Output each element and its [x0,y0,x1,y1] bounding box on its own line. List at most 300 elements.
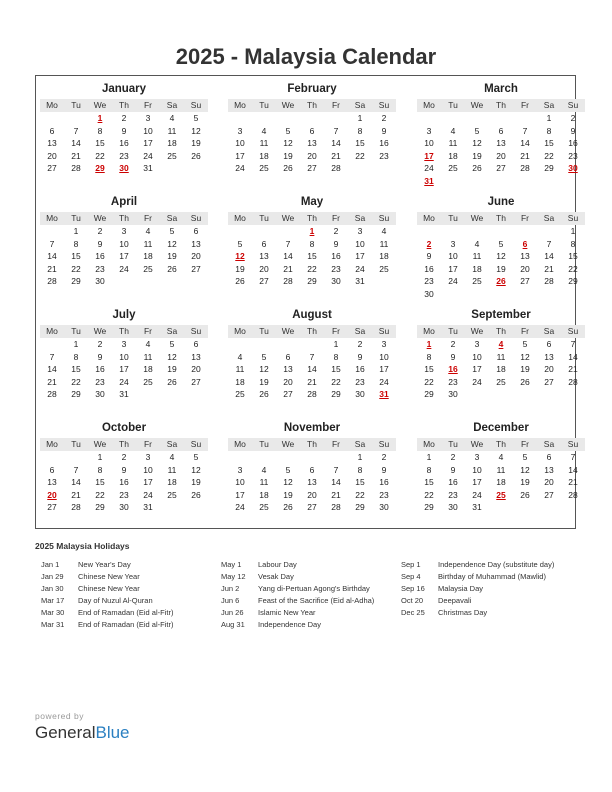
empty-cell [417,112,441,125]
month-december [417,421,585,514]
week-row [40,376,208,389]
empty-cell [228,112,252,125]
day-cell: 13 [307,477,317,487]
day-cell: 1 [97,452,103,462]
weekday-label: Th [307,213,317,223]
week-row [417,501,585,514]
day-cell: 14 [283,251,293,261]
day-cell: 16 [119,138,129,148]
day-cell: 21 [47,376,57,387]
week-row [40,263,208,276]
week-row [228,376,396,389]
day-cell: 3 [237,125,243,136]
day-cell: 26 [259,389,269,399]
month-january [40,82,208,175]
day-cell: 28 [71,163,81,173]
holiday-entry [41,571,221,583]
empty-cell [537,388,561,401]
weekday-label: Sa [354,326,366,336]
day-cell: 15 [307,251,317,261]
day-cell: 21 [331,150,341,161]
day-cell: 21 [47,263,57,274]
week-row [40,125,208,138]
day-cell: 7 [333,125,339,136]
day-cell: 9 [357,351,363,362]
holiday-day-cell: 6 [522,238,528,249]
weekday-label: Sa [166,439,178,449]
week-row [228,275,396,288]
holiday-date: Oct 20 [401,596,424,605]
day-cell: 1 [73,339,79,349]
day-cell: 29 [71,276,81,286]
empty-cell [561,501,585,514]
holiday-entry [221,571,401,583]
day-cell: 14 [47,251,57,261]
day-cell: 10 [472,351,482,362]
weekday-header [228,325,396,338]
day-cell: 16 [568,138,578,148]
empty-cell [136,388,160,401]
day-cell: 5 [474,125,480,136]
day-cell: 6 [546,339,552,349]
day-cell: 7 [522,125,528,136]
week-row [40,501,208,514]
day-cell: 18 [167,138,177,148]
holiday-name: End of Ramadan (Eid al-Fitr) [78,608,174,617]
day-cell: 10 [235,138,245,148]
empty-cell [465,112,489,125]
day-cell: 24 [424,163,434,173]
empty-cell [184,275,208,288]
day-cell: 16 [448,477,458,487]
weekday-header [40,438,208,451]
day-cell: 26 [191,150,201,161]
empty-cell [513,388,537,401]
day-cell: 23 [119,150,129,161]
empty-cell [252,225,276,238]
day-cell: 9 [121,464,127,475]
day-cell: 25 [143,376,153,387]
day-cell: 28 [544,276,554,286]
holiday-date: May 12 [221,572,246,581]
day-cell: 15 [71,364,81,374]
day-cell: 20 [191,251,201,261]
week-row [417,388,585,401]
day-cell: 2 [381,452,387,462]
page-title: 2025 - Malaysia Calendar [175,44,437,69]
holiday-entry [41,595,221,607]
holiday-day-cell: 31 [424,175,434,186]
day-cell: 6 [49,125,55,136]
day-cell: 29 [424,502,434,512]
day-cell: 4 [498,452,504,462]
month-july [40,308,208,401]
empty-cell [160,388,184,401]
weekday-label: Su [567,213,579,223]
day-cell: 3 [145,452,151,462]
day-cell: 20 [496,150,506,161]
day-cell: 3 [450,238,456,249]
day-cell: 12 [167,351,177,362]
weekday-label: Mo [423,100,435,110]
week-row [417,451,585,464]
empty-cell [300,451,324,464]
weekday-label: Su [378,326,390,336]
weekday-label: Th [119,213,129,223]
weekday-header [228,212,396,225]
day-cell: 9 [121,125,127,136]
day-cell: 27 [307,163,317,173]
day-cell: 17 [448,263,458,274]
day-cell: 26 [235,276,245,286]
day-cell: 27 [520,276,530,286]
weekday-label: Fr [331,213,341,223]
weekday-label: We [93,213,107,223]
day-cell: 17 [119,251,129,261]
day-cell: 30 [355,389,365,399]
day-cell: 3 [426,125,432,136]
weekday-label: Th [307,439,317,449]
day-cell: 2 [570,113,576,123]
day-cell: 4 [381,226,387,236]
month-name: August [292,309,332,321]
weekday-label: Mo [423,326,435,336]
day-cell: 8 [73,238,79,249]
holiday-day-cell: 12 [235,251,245,261]
day-cell: 1 [73,226,79,236]
day-cell: 8 [426,351,432,362]
week-row [417,288,585,301]
day-cell: 20 [544,364,554,374]
day-cell: 2 [333,226,339,236]
day-cell: 19 [259,376,269,387]
holiday-date: Jun 2 [221,584,240,593]
empty-cell [40,338,64,351]
weekday-label: Sa [354,439,366,449]
holiday-date: Jan 30 [41,584,64,593]
day-cell: 28 [47,276,57,286]
empty-cell [40,225,64,238]
weekday-header [228,438,396,451]
day-cell: 17 [235,489,245,500]
weekday-label: We [470,100,484,110]
day-cell: 9 [333,238,339,249]
weekday-header [417,212,585,225]
holiday-name: New Year's Day [78,560,131,569]
day-cell: 14 [568,351,578,362]
day-cell: 25 [448,163,458,173]
day-cell: 24 [235,502,245,512]
brand-blue: Blue [95,723,130,742]
day-cell: 20 [544,477,554,487]
week-row [40,238,208,251]
empty-cell [372,162,396,175]
weekday-label: Fr [143,213,153,223]
day-cell: 7 [570,452,576,462]
week-row [228,225,396,238]
week-row [40,275,208,288]
day-cell: 15 [355,138,365,148]
day-cell: 31 [143,502,153,512]
week-row [228,263,396,276]
day-cell: 30 [448,389,458,399]
weekday-label: We [281,439,295,449]
day-cell: 5 [193,452,199,462]
weekday-label: Th [307,326,317,336]
month-name: March [484,83,518,95]
day-cell: 4 [261,125,267,136]
day-cell: 14 [71,477,81,487]
day-cell: 27 [496,163,506,173]
week-row [417,162,585,175]
empty-cell [537,175,561,188]
day-cell: 14 [331,477,341,487]
day-cell: 18 [259,489,269,500]
empty-cell [112,275,136,288]
weekday-label: Su [378,100,390,110]
empty-cell [228,225,252,238]
day-cell: 5 [285,464,291,475]
day-cell: 25 [259,163,269,173]
week-row [417,376,585,389]
day-cell: 21 [71,150,81,161]
day-cell: 23 [448,489,458,500]
day-cell: 8 [73,351,79,362]
brand-logo [35,711,130,743]
day-cell: 22 [355,489,365,500]
empty-cell [441,112,465,125]
day-cell: 28 [331,502,341,512]
day-cell: 16 [379,138,389,148]
weekday-label: Tu [259,439,269,449]
empty-cell [276,451,300,464]
day-cell: 7 [285,238,291,249]
day-cell: 16 [331,251,341,261]
day-cell: 23 [331,263,341,274]
day-cell: 15 [424,477,434,487]
day-cell: 2 [381,113,387,123]
weekday-label: Fr [331,439,341,449]
day-cell: 17 [119,364,129,374]
empty-cell [160,501,184,514]
month-name: July [112,309,136,321]
day-cell: 3 [121,226,127,236]
holiday-day-cell: 4 [498,339,504,349]
day-cell: 22 [71,376,81,387]
weekday-label: Sa [354,213,366,223]
day-cell: 1 [357,452,363,462]
day-cell: 27 [191,376,201,387]
day-cell: 7 [49,238,55,249]
day-cell: 19 [167,364,177,374]
weekday-label: Fr [520,326,530,336]
week-row [40,464,208,477]
holidays-title: 2025 Malaysia Holidays [35,541,130,551]
day-cell: 26 [520,376,530,387]
weekday-header [417,99,585,112]
empty-cell [324,112,348,125]
day-cell: 11 [235,364,245,374]
day-cell: 21 [331,489,341,500]
day-cell: 23 [119,489,129,500]
day-cell: 6 [546,452,552,462]
day-cell: 12 [167,238,177,249]
day-cell: 18 [448,150,458,161]
day-cell: 13 [191,238,201,249]
weekday-label: Mo [46,326,58,336]
weekday-label: Mo [46,100,58,110]
holiday-day-cell: 1 [97,113,103,123]
day-cell: 30 [424,288,434,299]
week-row [417,363,585,376]
day-cell: 19 [235,263,245,274]
week-row [228,464,396,477]
day-cell: 9 [97,351,103,362]
empty-cell [489,501,513,514]
weekday-label: Th [119,326,129,336]
weekday-label: Fr [331,326,341,336]
day-cell: 20 [259,263,269,274]
day-cell: 10 [119,351,129,362]
day-cell: 24 [235,163,245,173]
day-cell: 27 [191,263,201,274]
day-cell: 10 [472,464,482,475]
day-cell: 26 [283,502,293,512]
weekday-label: Su [378,439,390,449]
empty-cell [537,225,561,238]
week-row [417,175,585,188]
weekday-label: Fr [520,100,530,110]
day-cell: 6 [193,226,199,236]
day-cell: 27 [283,389,293,399]
day-cell: 4 [474,238,480,249]
day-cell: 18 [167,477,177,487]
weekday-label: Sa [354,100,366,110]
holiday-date: Jun 6 [221,596,240,605]
day-cell: 8 [97,125,103,136]
holiday-date: Aug 31 [221,620,245,629]
empty-cell [300,112,324,125]
week-row [417,275,585,288]
weekday-label: Su [190,100,202,110]
day-cell: 2 [450,339,456,349]
day-cell: 8 [309,238,315,249]
weekday-label: Th [496,213,506,223]
day-cell: 30 [119,502,129,512]
week-row [417,489,585,502]
week-row [40,137,208,150]
weekday-label: Tu [71,100,81,110]
day-cell: 29 [568,276,578,286]
week-row [417,263,585,276]
day-cell: 25 [167,150,177,161]
day-cell: 17 [472,364,482,374]
empty-cell [441,175,465,188]
weekday-label: Su [378,213,390,223]
day-cell: 27 [307,502,317,512]
day-cell: 31 [472,502,482,512]
day-cell: 21 [520,150,530,161]
day-cell: 4 [261,464,267,475]
day-cell: 15 [95,477,105,487]
day-cell: 18 [472,263,482,274]
day-cell: 7 [333,464,339,475]
day-cell: 10 [119,238,129,249]
weekday-label: We [470,213,484,223]
week-row [228,162,396,175]
day-cell: 20 [307,489,317,500]
holiday-entry [41,607,221,619]
day-cell: 12 [520,351,530,362]
day-cell: 3 [121,339,127,349]
weekday-label: Sa [166,326,178,336]
month-name: October [101,422,147,434]
week-row [228,388,396,401]
day-cell: 10 [143,464,153,475]
holiday-day-cell: 20 [47,489,57,500]
day-cell: 30 [95,276,105,286]
day-cell: 16 [424,263,434,274]
day-cell: 9 [381,125,387,136]
week-row [40,112,208,125]
day-cell: 1 [426,452,432,462]
month-name: June [487,196,515,208]
empty-cell [40,451,64,464]
day-cell: 13 [283,364,293,374]
day-cell: 7 [49,351,55,362]
day-cell: 18 [143,251,153,261]
day-cell: 8 [426,464,432,475]
day-cell: 16 [119,477,129,487]
day-cell: 6 [49,464,55,475]
week-row [228,476,396,489]
day-cell: 10 [143,125,153,136]
day-cell: 18 [259,150,269,161]
day-cell: 5 [498,238,504,249]
day-cell: 25 [259,502,269,512]
day-cell: 14 [71,138,81,148]
day-cell: 12 [472,138,482,148]
day-cell: 4 [145,339,151,349]
day-cell: 25 [235,389,245,399]
week-row [40,351,208,364]
day-cell: 17 [143,477,153,487]
day-cell: 4 [450,125,456,136]
day-cell: 21 [307,376,317,387]
month-name: December [473,422,529,434]
day-cell: 27 [259,276,269,286]
day-cell: 28 [71,502,81,512]
day-cell: 29 [331,389,341,399]
month-november [228,421,396,514]
week-row [40,388,208,401]
holiday-entry [401,571,581,583]
day-cell: 28 [331,163,341,173]
day-cell: 8 [546,125,552,136]
weekday-label: Th [119,100,129,110]
day-cell: 18 [143,364,153,374]
day-cell: 5 [237,238,243,249]
weekday-label: Mo [234,439,246,449]
holiday-entry [221,559,401,571]
empty-cell [160,275,184,288]
empty-cell [372,275,396,288]
empty-cell [228,451,252,464]
day-cell: 18 [496,477,506,487]
week-row [228,137,396,150]
empty-cell [184,388,208,401]
holiday-date: Jun 26 [221,608,244,617]
